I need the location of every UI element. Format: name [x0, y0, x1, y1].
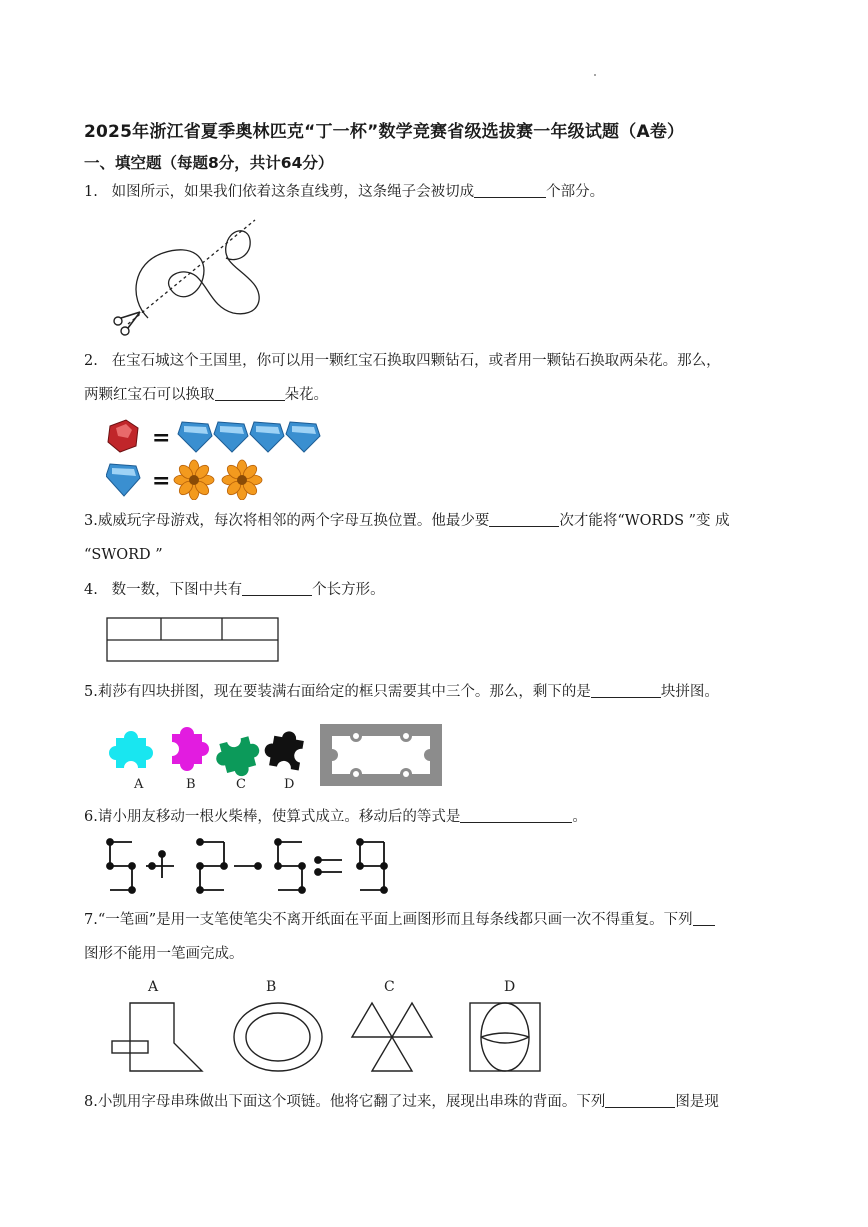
- question-text-2: 次才能将“WORDS ”变 成: [559, 513, 730, 529]
- matchstick-equation-figure: [106, 838, 394, 898]
- shape-d-box-oval: [470, 1003, 540, 1071]
- equals-sign: =: [152, 425, 171, 451]
- figure-label-d: D: [504, 979, 516, 995]
- question-text-2: 图形不能用一笔画完成。: [84, 946, 244, 962]
- cut-line: [128, 220, 255, 324]
- ruby-icon: [108, 420, 138, 452]
- matchstick-digit-5: [107, 839, 135, 893]
- question-number: 6.: [84, 809, 98, 825]
- puzzle-label-d: D: [284, 777, 295, 792]
- question-text: 在宝石城这个王国里，你可以用一颗红宝石换取四颗钻石，或者用一颗钻石换取两朵花。那么，: [111, 353, 721, 369]
- question-text: 莉莎有四块拼图，现在要装满右面给定的框只需要其中三个。那么，剩下的是: [97, 684, 591, 700]
- question-8: [84, 1085, 786, 1119]
- question-text: “一笔画”是用一支笔使笔尖不离开纸面在平面上画图形而且每条线都只画一次不得重复。下列: [97, 912, 693, 928]
- shape-c-triangles: [352, 1003, 432, 1071]
- rectangles-figure: [106, 617, 280, 663]
- question-4: [84, 573, 786, 607]
- shape-a-boot: [112, 1003, 202, 1071]
- question-number: 4.: [84, 582, 98, 598]
- equals-sign-2: =: [152, 468, 171, 494]
- question-number: 8.: [84, 1094, 98, 1110]
- question-2: [84, 344, 786, 412]
- page-title: 2025年浙江省夏季奥林匹克“丁一杯”数学竞赛省级选拔赛一年级试题（A卷）: [84, 122, 685, 142]
- question-1: [84, 175, 786, 209]
- puzzle-label-a: A: [134, 777, 144, 792]
- gem-exchange-figure: [106, 418, 326, 500]
- puzzle-piece-a: [109, 731, 153, 768]
- question-text-end: 个长方形。: [312, 582, 385, 598]
- puzzle-frame: [320, 724, 442, 786]
- question-text: 威威玩字母游戏，每次将相邻的两个字母互换位置。他最少要: [97, 513, 490, 529]
- question-text: 数一数，下图中共有: [111, 582, 243, 598]
- flower-icon: [174, 460, 214, 500]
- answer-blank[interactable]: [474, 181, 546, 198]
- question-text-2: 两颗红宝石可以换取: [84, 387, 215, 403]
- matchstick-plus: [146, 851, 174, 878]
- one-stroke-figure: [104, 975, 548, 1077]
- question-text-end: 图是现: [675, 1094, 719, 1110]
- question-text-3: “SWORD ”: [84, 547, 163, 563]
- question-number: 7.: [84, 912, 98, 928]
- flower-icon: [222, 460, 262, 500]
- answer-blank[interactable]: [242, 579, 312, 596]
- answer-blank[interactable]: [591, 681, 661, 698]
- question-text: 请小朋友移动一根火柴棒，使算式成立。移动后的等式是: [97, 809, 461, 825]
- rope-scissors-figure: [108, 218, 268, 340]
- rope-curve: [136, 231, 259, 318]
- question-number: 5.: [84, 684, 98, 700]
- answer-blank[interactable]: [215, 384, 285, 401]
- diamond-icon: [106, 464, 140, 496]
- answer-blank[interactable]: [460, 806, 572, 823]
- puzzle-piece-b: [172, 727, 209, 771]
- puzzle-piece-c: [213, 734, 265, 781]
- matchstick-digit-9: [357, 839, 387, 893]
- question-number: 3.: [84, 513, 98, 529]
- question-6: [84, 800, 786, 834]
- question-text-end: 朵花。: [284, 387, 328, 403]
- figure-label-c: C: [384, 979, 395, 995]
- answer-blank[interactable]: [489, 510, 559, 527]
- puzzle-piece-d: [262, 728, 305, 771]
- diamond-icons-row: [178, 422, 320, 452]
- puzzle-label-b: B: [186, 777, 196, 792]
- question-7: [84, 903, 786, 971]
- question-number: 2.: [84, 353, 98, 369]
- question-text-end: 个部分。: [546, 184, 605, 200]
- question-text: 如图所示，如果我们依着这条直线剪，这条绳子会被切成: [111, 184, 475, 200]
- question-text-end: 块拼图。: [660, 684, 719, 700]
- puzzle-figure: [106, 718, 446, 792]
- question-text: 小凯用字母串珠做出下面这个项链。他将它翻了过来，展现出串珠的背面。下列: [97, 1094, 606, 1110]
- question-number: 1.: [84, 184, 98, 200]
- matchstick-minus: [234, 863, 261, 869]
- figure-label-b: B: [266, 979, 277, 995]
- section-heading: 一、填空题（每题8分，共计64分）: [84, 154, 334, 172]
- scissors-icon: [114, 312, 140, 335]
- puzzle-label-c: C: [236, 777, 246, 792]
- scan-dot: [594, 74, 596, 76]
- question-3: [84, 504, 786, 572]
- matchstick-equals: [315, 857, 342, 875]
- question-text-end: 。: [572, 809, 587, 825]
- matchstick-digit-2: [197, 839, 227, 893]
- answer-blank[interactable]: [605, 1091, 675, 1108]
- figure-label-a: A: [148, 979, 159, 995]
- matchstick-digit-5b: [275, 839, 305, 893]
- question-5: [84, 675, 786, 709]
- answer-blank[interactable]: [693, 909, 715, 926]
- shape-b-ring: [234, 1003, 322, 1071]
